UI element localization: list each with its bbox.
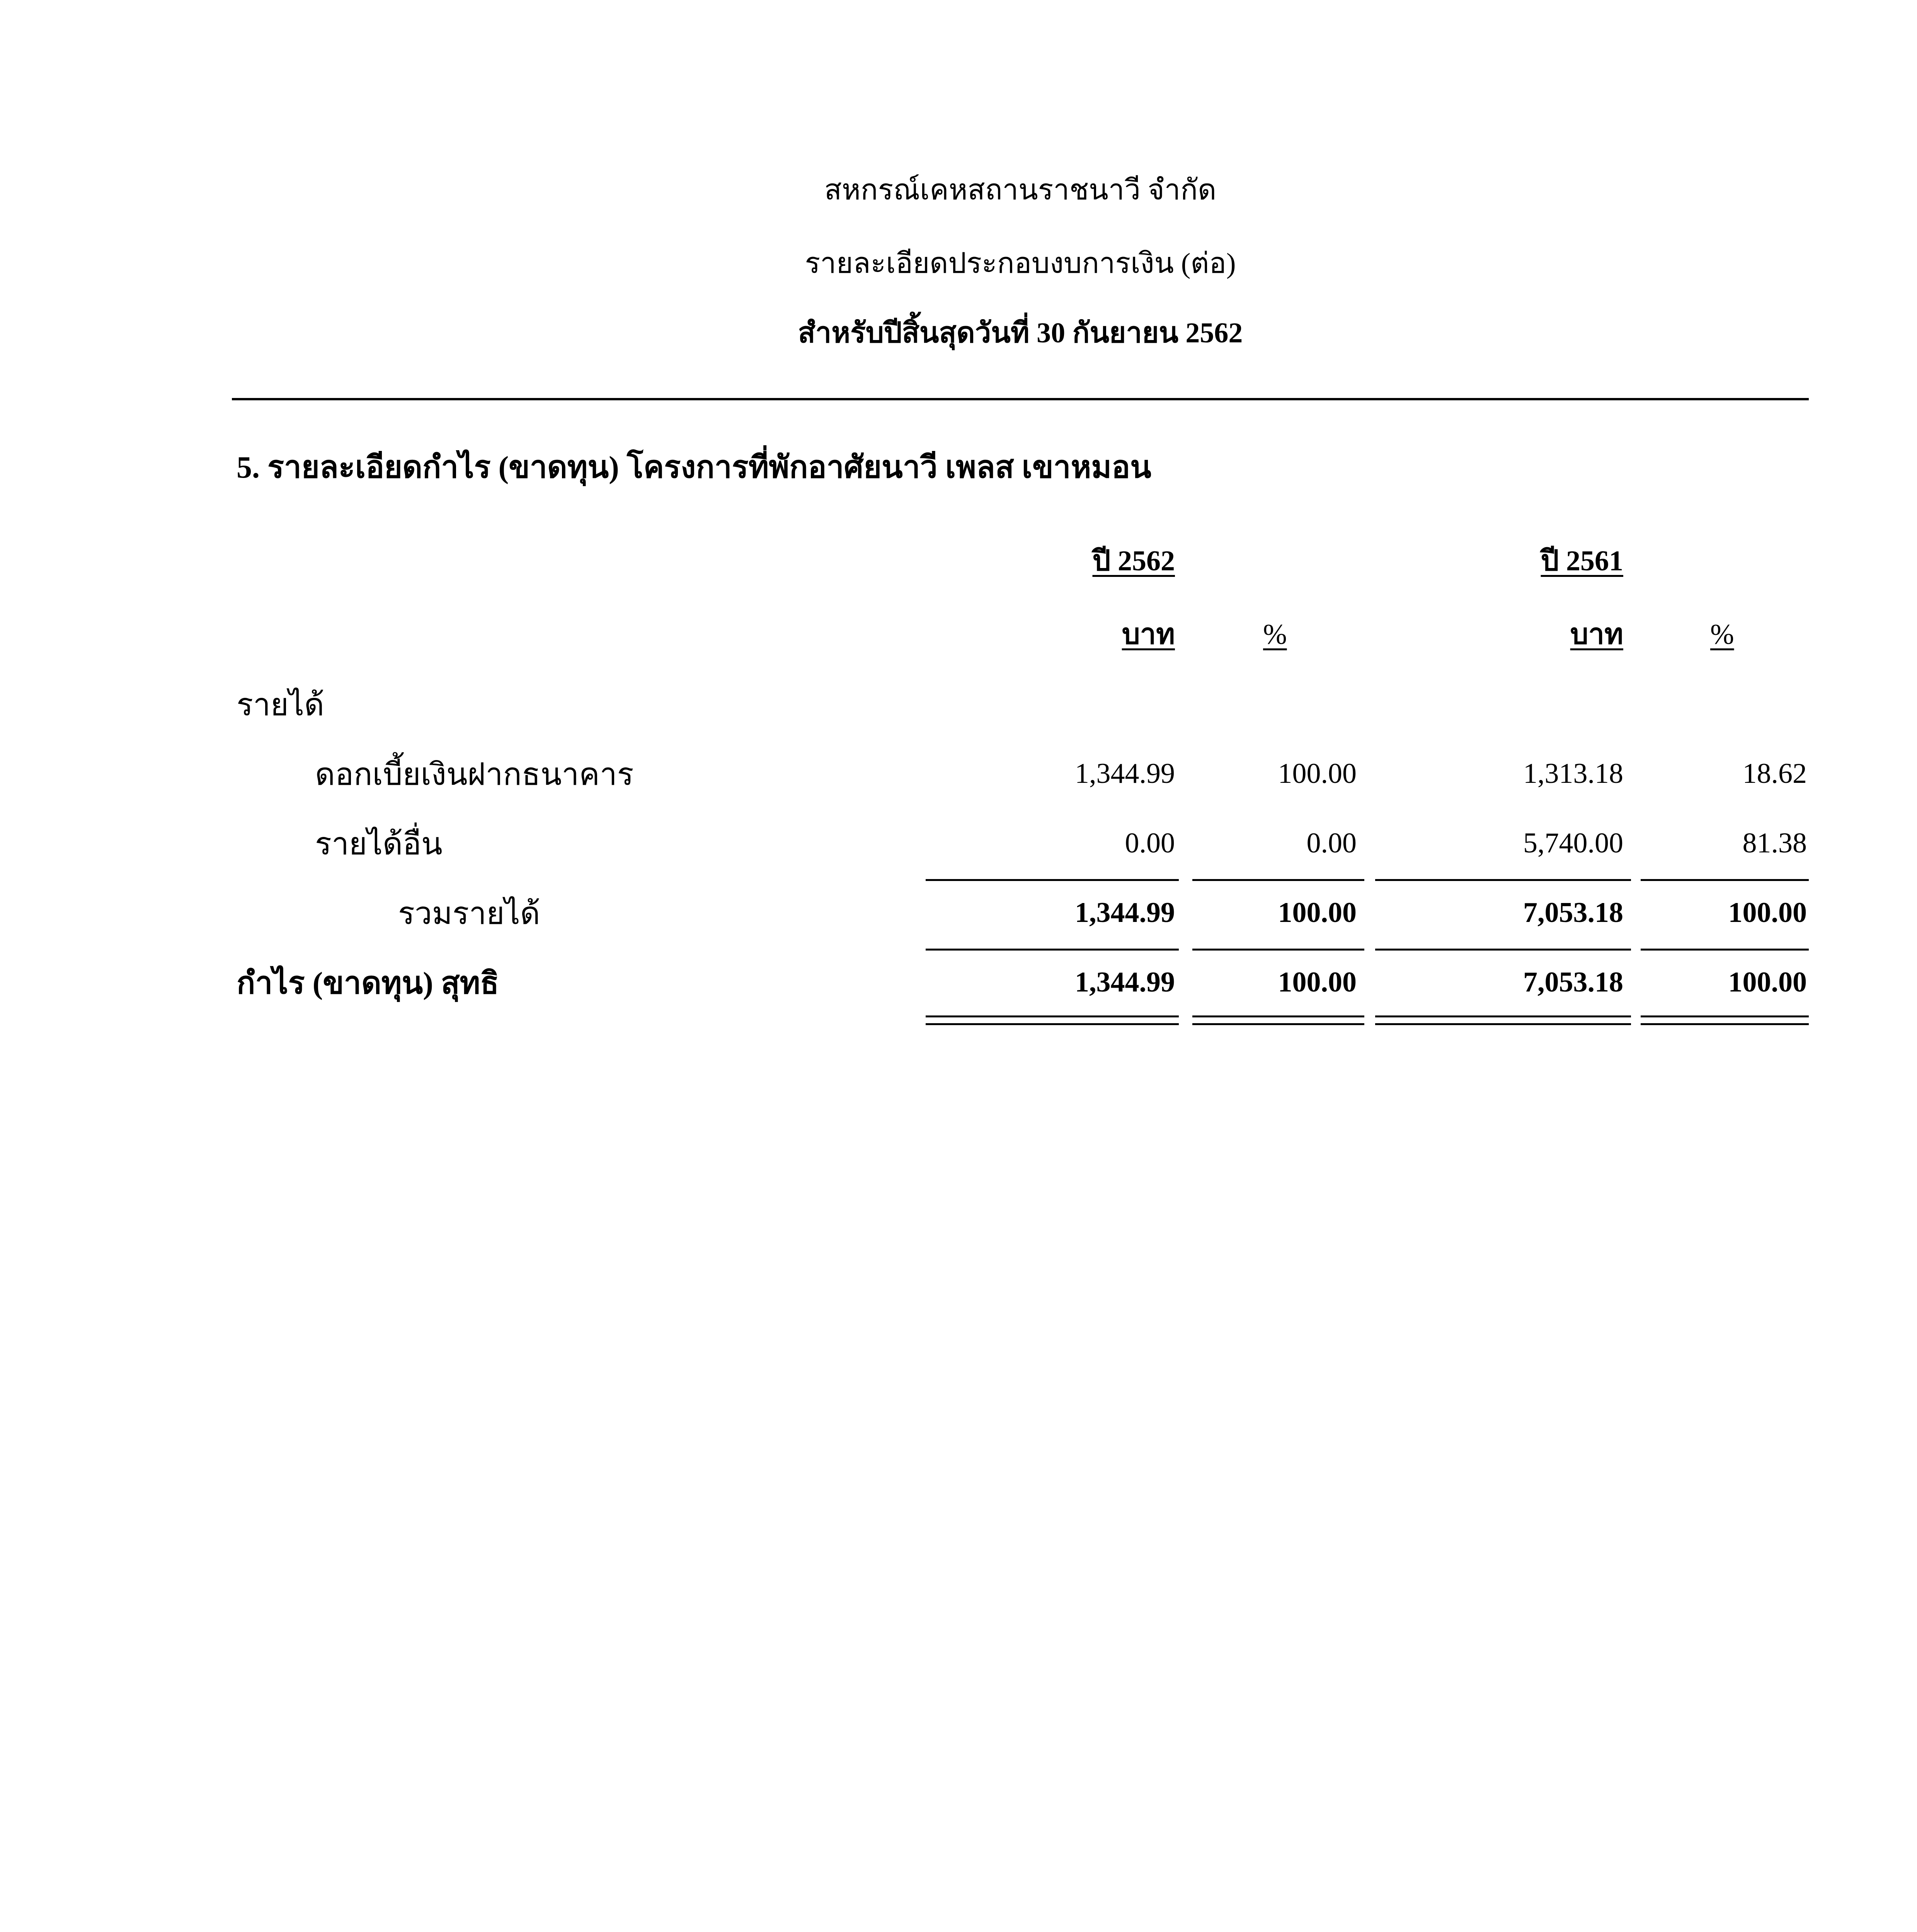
- net-prior-percent: 100.00: [1728, 966, 1807, 998]
- total-current-amount: 1,344.99: [1075, 897, 1175, 929]
- current-percent: 0.00: [1306, 827, 1357, 859]
- net-current-percent: 100.00: [1278, 966, 1357, 998]
- baht-heading-current: บาท: [1122, 619, 1175, 650]
- row-label: ดอกเบี้ยเงินฝากธนาคาร: [315, 758, 634, 792]
- prior-amount: 1,313.18: [1523, 758, 1623, 789]
- double-rule: [1641, 1015, 1809, 1017]
- net-label: กำไร (ขาดทุน) สุทธิ: [237, 966, 499, 1000]
- year-prior-heading: ปี 2561: [1541, 545, 1623, 577]
- header-divider: [232, 398, 1809, 400]
- net-current-amount: 1,344.99: [1075, 966, 1175, 998]
- income-heading: รายได้: [237, 688, 324, 722]
- prior-percent: 18.62: [1742, 758, 1807, 789]
- total-rule: [1375, 949, 1631, 951]
- percent-heading-current: %: [1263, 619, 1287, 650]
- total-label: รวมรายได้: [398, 897, 540, 931]
- double-rule: [1192, 1023, 1364, 1025]
- prior-amount: 5,740.00: [1523, 827, 1623, 859]
- current-amount: 1,344.99: [1075, 758, 1175, 789]
- double-rule: [926, 1023, 1179, 1025]
- prior-percent: 81.38: [1742, 827, 1807, 859]
- net-prior-amount: 7,053.18: [1523, 966, 1623, 998]
- total-prior-amount: 7,053.18: [1523, 897, 1623, 929]
- organization-name: สหกรณ์เคหสถานราชนาวี จำกัด: [824, 174, 1217, 206]
- report-period: สำหรับปีสิ้นสุดวันที่ 30 กันยายน 2562: [798, 317, 1243, 349]
- total-current-percent: 100.00: [1278, 897, 1357, 929]
- baht-heading-prior: บาท: [1570, 619, 1623, 650]
- current-amount: 0.00: [1125, 827, 1175, 859]
- double-rule: [1641, 1023, 1809, 1025]
- section-title: 5. รายละเอียดกำไร (ขาดทุน) โครงการที่พักอาศัยนาวี เพลส เขาหมอน: [237, 451, 1151, 485]
- row-label: รายได้อื่น: [315, 827, 443, 861]
- document-title: รายละเอียดประกอบงบการเงิน (ต่อ): [805, 248, 1236, 279]
- total-prior-percent: 100.00: [1728, 897, 1807, 929]
- total-rule: [1641, 949, 1809, 951]
- subtotal-rule: [1641, 879, 1809, 881]
- subtotal-rule: [1192, 879, 1364, 881]
- current-percent: 100.00: [1278, 758, 1357, 789]
- total-rule: [926, 949, 1179, 951]
- double-rule: [926, 1015, 1179, 1017]
- year-current-heading: ปี 2562: [1092, 545, 1175, 577]
- percent-heading-prior: %: [1710, 619, 1734, 650]
- subtotal-rule: [926, 879, 1179, 881]
- double-rule: [1375, 1015, 1631, 1017]
- double-rule: [1192, 1015, 1364, 1017]
- total-rule: [1192, 949, 1364, 951]
- subtotal-rule: [1375, 879, 1631, 881]
- double-rule: [1375, 1023, 1631, 1025]
